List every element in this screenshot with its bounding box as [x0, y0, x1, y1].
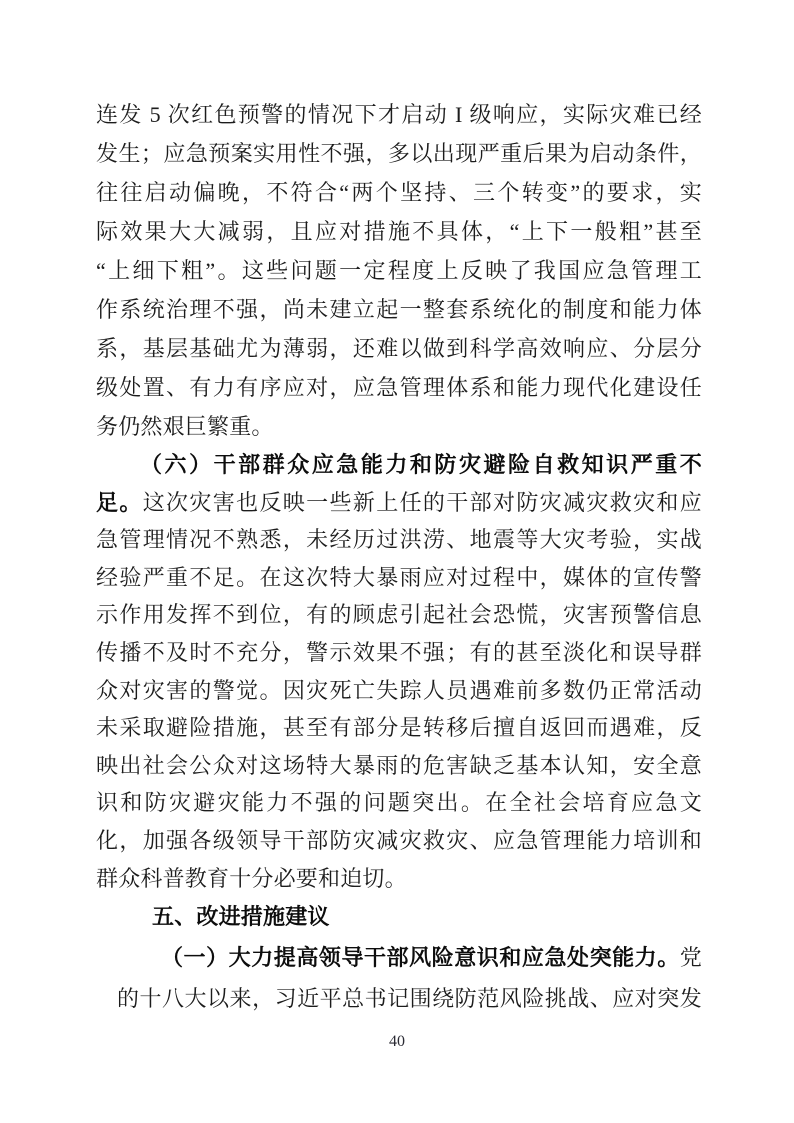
- body-line: 际效果大大减弱，且应对措施不具体，“上下一般粗”甚至: [96, 219, 702, 244]
- body-line: 众对灾害的警觉。因灾死亡失踪人员遇难前多数仍正常活动: [96, 677, 702, 703]
- body-line: 级处置、有力有序应对，应急管理体系和能力现代化建设任: [96, 375, 702, 400]
- item1-lead-bold: （一）大力提高领导干部风险意识和应急处突能力。: [161, 945, 680, 971]
- body-text: 这次灾害也反映一些新上任的干部对防灾减灾救灾和应: [142, 489, 702, 515]
- body-line: 连发 5 次红色预警的情况下才启动 I 级响应，实际灾难已经: [96, 102, 702, 127]
- body-line: 的十八大以来，习近平总书记围绕防范风险挑战、应对突发: [117, 986, 702, 1012]
- section6-lead-tail: 足。: [96, 489, 143, 515]
- body-line: 化，加强各级领导干部防灾减灾救灾、应急管理能力培训和: [96, 827, 702, 853]
- body-line: 传播不及时不充分，警示效果不强；有的甚至淡化和误导群: [96, 639, 702, 665]
- body-line: 映出社会公众对这场特大暴雨的危害缺乏基本认知，安全意: [96, 752, 702, 778]
- item1-lead-line: [96, 937, 702, 978]
- body-line: 示作用发挥不到位，有的顾虑引起社会恐慌，灾害预警信息: [96, 602, 702, 628]
- paragraph-item1: [96, 937, 702, 1019]
- body-line: 未采取避险措施，甚至有部分是转移后擅自返回而遇难，反: [96, 715, 702, 741]
- body-line: 往往启动偏晚，不符合“两个坚持、三个转变”的要求，实: [96, 180, 702, 205]
- body-line: “上细下粗”。这些问题一定程度上反映了我国应急管理工: [96, 258, 702, 283]
- page-number: 40: [389, 1033, 405, 1050]
- paragraph-section6: [96, 446, 702, 897]
- section6-lead-line: （六）干部群众应急能力和防灾避险自救知识严重不: [140, 452, 702, 477]
- body-line: 群众科普教育十分必要和迫切。: [96, 865, 407, 891]
- body-line: 识和防灾避灾能力不强的问题突出。在全社会培育应急文: [96, 790, 702, 816]
- body-line: 系，基层基础尤为薄弱，还难以做到科学高效响应、分层分: [96, 336, 702, 361]
- body-line: 急管理情况不熟悉，未经历过洪涝、地震等大灾考验，实战: [96, 527, 702, 553]
- body-line: 作系统治理不强，尚未建立起一整套系统化的制度和能力体: [96, 297, 702, 322]
- body-line: 务仍然艰巨繁重。: [96, 414, 274, 439]
- body-line: [96, 484, 702, 522]
- paragraph-continuation: [96, 95, 702, 446]
- section5-heading: 五、改进措施建议: [152, 904, 330, 930]
- body-line: 经验严重不足。在这次特大暴雨应对过程中，媒体的宣传警: [96, 564, 702, 590]
- body-line: 发生；应急预案实用性不强，多以出现严重后果为启动条件，: [96, 141, 702, 166]
- body-text: 党: [679, 945, 702, 971]
- document-text-block: [96, 95, 702, 1019]
